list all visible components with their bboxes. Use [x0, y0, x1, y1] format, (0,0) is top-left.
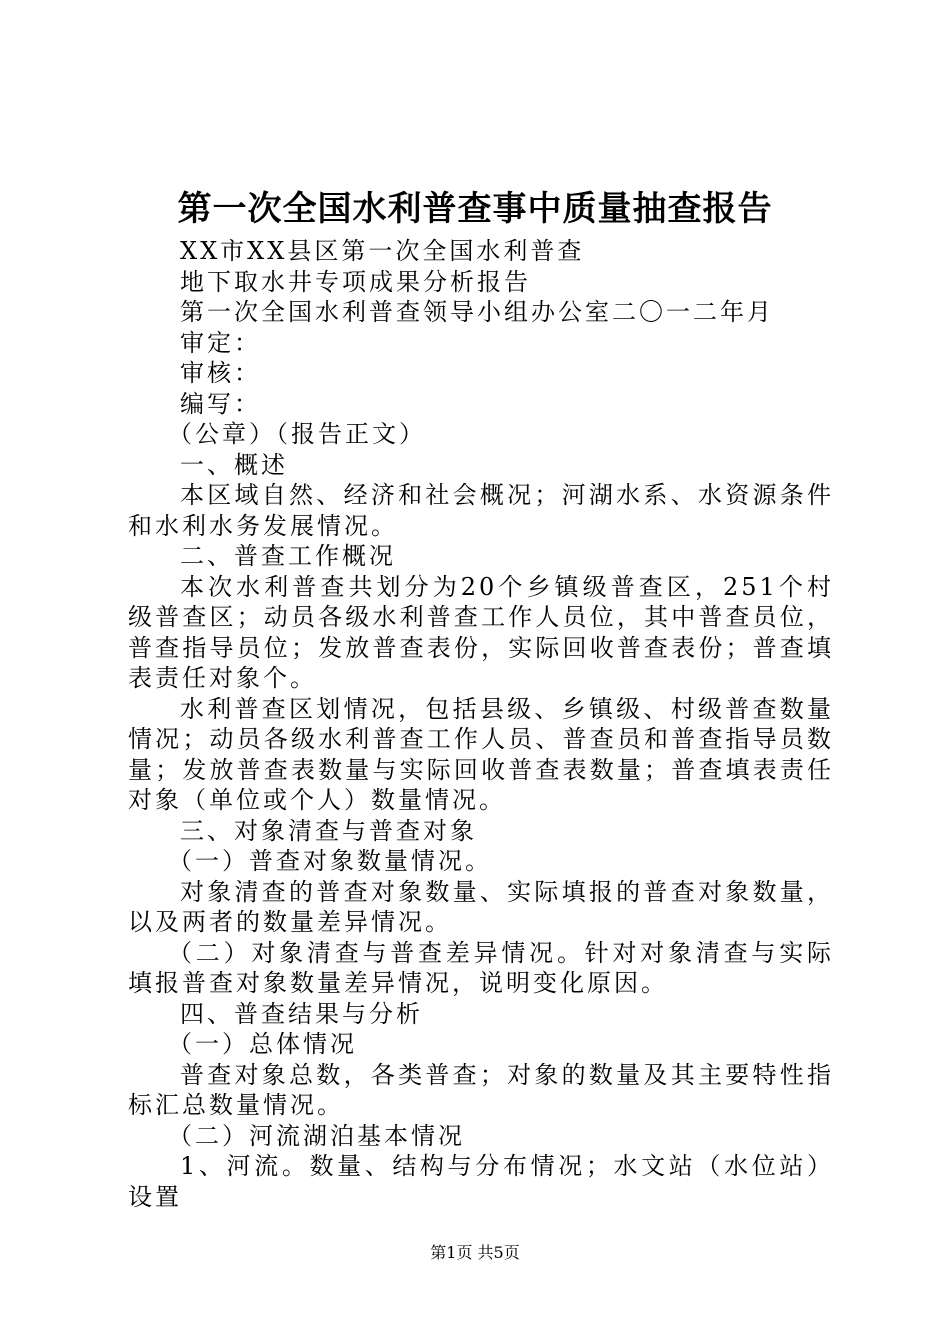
document-title: 第一次全国水利普查事中质量抽查报告 [177, 189, 773, 229]
page-footer: 第1页 共5页 [430, 1243, 520, 1262]
document-body [128, 236, 834, 1212]
section-heading: 三、对象清查与普查对象 [180, 816, 477, 845]
subsection-heading: （一）普查对象数量情况。 [168, 847, 492, 875]
paragraph: XX市XX县区第一次全国水利普查 [180, 237, 585, 265]
paragraph: 编写： [180, 389, 261, 418]
paragraph: （公章）（报告正文） [168, 420, 426, 448]
paragraph: 本区域自然、经济和社会概况；河湖水系、水资源条件和水利水务发展情况。 [128, 481, 834, 540]
paragraph: 本次水利普查共划分为20个乡镇级普查区，251个村级普查区；动员各级水利普查工作人员位，其中普查员位，普查指导员位；发放普查表份，实际回收普查表份；普查填表责任对象个。 [128, 572, 834, 692]
paragraph: 水利普查区划情况，包括县级、乡镇级、村级普查数量情况；动员各级水利普查工作人员、普查员和普查指导员数量；发放普查表数量与实际回收普查表数量；普查填表责任对象（单位或个人）数量情况。 [128, 694, 834, 814]
section-heading: 一、概述 [180, 450, 288, 479]
paragraph: 1、河流。数量、结构与分布情况；水文站（水位站）设置 [128, 1152, 834, 1211]
paragraph: 审核： [180, 359, 261, 387]
paragraph: 审定： [180, 328, 261, 357]
paragraph: 对象清查的普查对象数量、实际填报的普查对象数量，以及两者的数量差异情况。 [128, 877, 834, 936]
section-heading: 二、普查工作概况 [180, 542, 396, 570]
subsection-heading: （二）河流湖泊基本情况 [168, 1121, 465, 1150]
paragraph: （二）对象清查与普查差异情况。针对对象清查与实际填报普查对象数量差异情况，说明变化原因。 [128, 938, 834, 997]
paragraph: 普查对象总数，各类普查；对象的数量及其主要特性指标汇总数量情况。 [128, 1060, 834, 1119]
paragraph: 地下取水井专项成果分析报告 [180, 267, 531, 296]
section-heading: 四、普查结果与分析 [180, 999, 423, 1028]
subsection-heading: （一）总体情况 [168, 1030, 357, 1058]
paragraph: 第一次全国水利普查领导小组办公室二〇一二年月 [180, 298, 774, 326]
